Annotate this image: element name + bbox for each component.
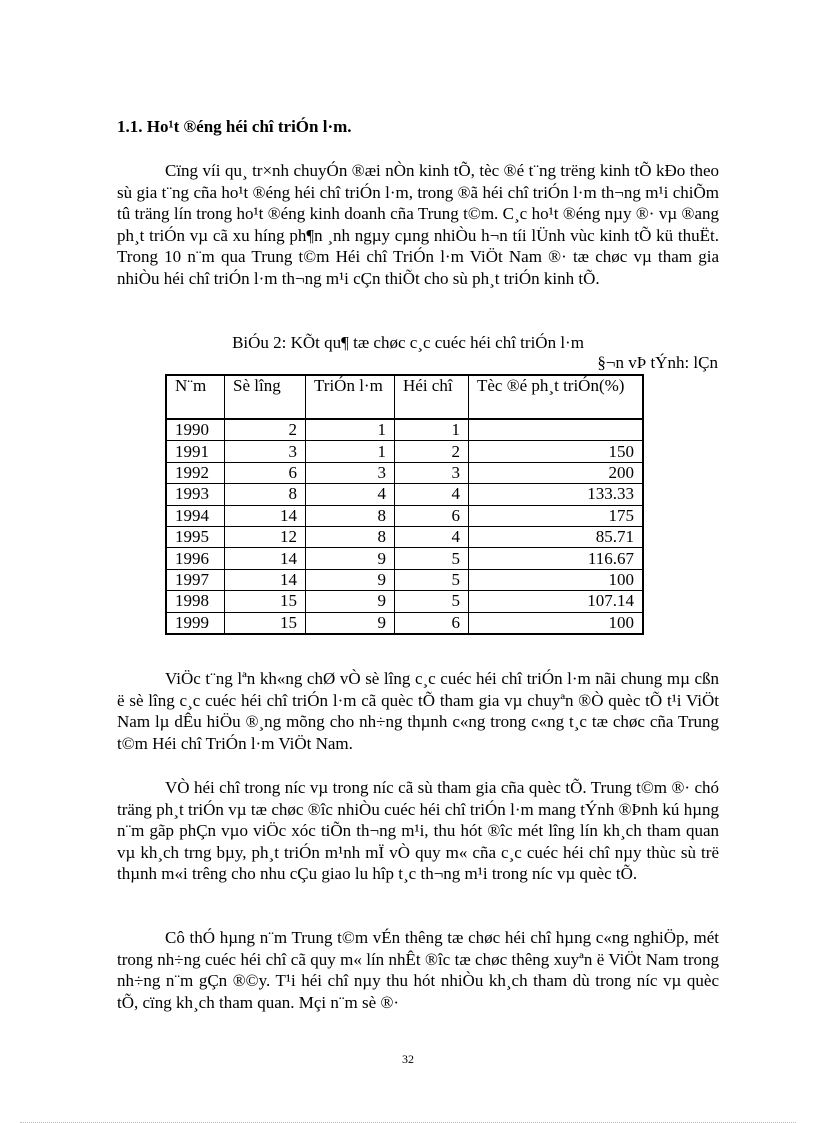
- cell-growth: 85.71: [469, 526, 644, 547]
- cell-fair: 1: [395, 419, 469, 441]
- paragraph-3: VÒ héi chî trong níc vµ trong níc cã sù tham gia cña quèc tÕ. Trung t©m ®· chó träng ph¸t triÓn vµ tæ chøc ®îc nhiÒu cuéc héi chî triÓn l·m mang tÝnh ®Þnh kú hµng n¨m gãp phÇn vµo viÖc xóc tiÕn th¬ng m¹i, thu hót ®îc mét lîng lín kh¸ch tham quan vµ kh¸ch trng bµy, ph¸t triÓn m¹nh mÏ vÒ quy m« cña c¸c cuéc héi chî nµy thùc sù trë thµnh m«i trêng cho nhu cÇu giao lu hîp t¸c th¬ng m¹i trong níc vµ quèc tÕ.: [117, 778, 719, 883]
- header-count: Sè lîng: [225, 375, 306, 419]
- paragraph-2: ViÖc t¨ng lªn kh«ng chØ vÒ sè lîng c¸c cuéc héi chî triÓn l·m nãi chung mµ cßn ë sè lîng c¸c cuéc héi chî triÓn l·m cã quèc tÕ tham gia vµ chuyªn ®Ò quèc tÕ t¹i ViÖt Nam lµ dÊu hiÖu ®¸ng mõng cho nh÷ng thµnh c«ng trong c«ng t¸c tæ chøc cña Trung t©m Héi chî TriÓn l·m ViÖt Nam.: [117, 669, 719, 753]
- cell-exhibition: 8: [306, 526, 395, 547]
- cell-year: 1991: [166, 441, 225, 462]
- table-header-row: [166, 375, 643, 419]
- cell-count: 12: [225, 526, 306, 547]
- cell-count: 8: [225, 484, 306, 505]
- cell-exhibition: 3: [306, 462, 395, 483]
- cell-growth: [469, 419, 644, 441]
- cell-fair: 6: [395, 612, 469, 634]
- cell-fair: 6: [395, 505, 469, 526]
- table-unit: §¬n vÞ tÝnh: lÇn: [597, 353, 718, 372]
- header-fair: Héi chî: [395, 375, 469, 419]
- cell-exhibition: 9: [306, 591, 395, 612]
- cell-exhibition: 1: [306, 441, 395, 462]
- cell-count: 15: [225, 591, 306, 612]
- table-row: [166, 441, 643, 462]
- cell-growth: 200: [469, 462, 644, 483]
- cell-fair: 5: [395, 569, 469, 590]
- cell-exhibition: 1: [306, 419, 395, 441]
- cell-growth: 100: [469, 612, 644, 634]
- table-row: [166, 569, 643, 590]
- cell-growth: 175: [469, 505, 644, 526]
- cell-growth: 150: [469, 441, 644, 462]
- results-table: [165, 374, 644, 635]
- cell-year: 1994: [166, 505, 225, 526]
- cell-year: 1996: [166, 548, 225, 569]
- cell-count: 14: [225, 548, 306, 569]
- cell-year: 1998: [166, 591, 225, 612]
- table-row: [166, 505, 643, 526]
- table-row: [166, 419, 643, 441]
- header-growth: Tèc ®é ph¸t triÓn(%): [469, 375, 644, 419]
- cell-count: 2: [225, 419, 306, 441]
- paragraph-4: Cô thÓ hµng n¨m Trung t©m vÉn thêng tæ chøc héi chî hµng c«ng nghiÖp, mét trong nh÷ng cuéc héi chî cã quy m« lín nhÊt ®îc tæ chøc thêng xuyªn ë ViÖt Nam trong nh÷ng n¨m gÇn ®©y. T¹i héi chî nµy thu hót nhiÒu kh¸ch tham dù trong níc vµ quèc tÕ, cïng kh¸ch tham quan. Mçi n¨m sè ®·: [117, 928, 719, 1012]
- cell-count: 6: [225, 462, 306, 483]
- table-row: [166, 591, 643, 612]
- cell-fair: 2: [395, 441, 469, 462]
- table-row: [166, 612, 643, 634]
- paragraph-1: Cïng víi qu¸ tr×nh chuyÓn ®æi nÒn kinh tÕ, tèc ®é t¨ng trëng kinh tÕ kÐo theo sù gia t¨ng cña ho¹t ®éng héi chî triÓn l·m, trong ®ã héi chî triÓn l·m th¬ng m¹i chiÕm tû träng lín trong ho¹t ®éng kinh doanh cña Trung t©m. C¸c ho¹t ®éng nµy ®· vµ ®ang ph¸t triÓn vµ cã xu híng ph¶n ¸nh ngµy cµng nhiÒu h¬n tíi lÜnh vùc kinh tÕ kü thuËt. Trong 10 n¨m qua Trung t©m Héi chî TriÓn l·m ViÖt Nam ®· tæ chøc vµ tham gia nhiÒu héi chî triÓn l·m th¬ng m¹i cÇn thiÕt cho sù ph¸t triÓn kinh tÕ.: [117, 161, 719, 288]
- cell-year: 1995: [166, 526, 225, 547]
- cell-exhibition: 8: [306, 505, 395, 526]
- cell-growth: 116.67: [469, 548, 644, 569]
- table-caption: BiÓu 2: KÕt qu¶ tæ chøc c¸c cuéc héi chî triÓn l·m: [232, 333, 584, 352]
- cell-fair: 5: [395, 591, 469, 612]
- cell-fair: 4: [395, 484, 469, 505]
- cell-growth: 100: [469, 569, 644, 590]
- cell-year: 1999: [166, 612, 225, 634]
- cell-year: 1992: [166, 462, 225, 483]
- cell-exhibition: 9: [306, 612, 395, 634]
- page-number: 32: [402, 1052, 414, 1066]
- cell-year: 1990: [166, 419, 225, 441]
- cell-year: 1997: [166, 569, 225, 590]
- table-row: [166, 526, 643, 547]
- cell-growth: 133.33: [469, 484, 644, 505]
- header-year: N¨m: [166, 375, 225, 419]
- cell-year: 1993: [166, 484, 225, 505]
- cell-exhibition: 4: [306, 484, 395, 505]
- header-exhibition: TriÓn l·m: [306, 375, 395, 419]
- cell-fair: 4: [395, 526, 469, 547]
- table-row: [166, 484, 643, 505]
- cell-count: 14: [225, 569, 306, 590]
- section-heading: 1.1. Ho¹t ®éng héi chî triÓn l·m.: [117, 117, 352, 136]
- cell-count: 14: [225, 505, 306, 526]
- cell-exhibition: 9: [306, 569, 395, 590]
- cell-fair: 3: [395, 462, 469, 483]
- cell-count: 15: [225, 612, 306, 634]
- table-row: [166, 548, 643, 569]
- cell-growth: 107.14: [469, 591, 644, 612]
- cell-exhibition: 9: [306, 548, 395, 569]
- table-row: [166, 462, 643, 483]
- cell-fair: 5: [395, 548, 469, 569]
- cell-count: 3: [225, 441, 306, 462]
